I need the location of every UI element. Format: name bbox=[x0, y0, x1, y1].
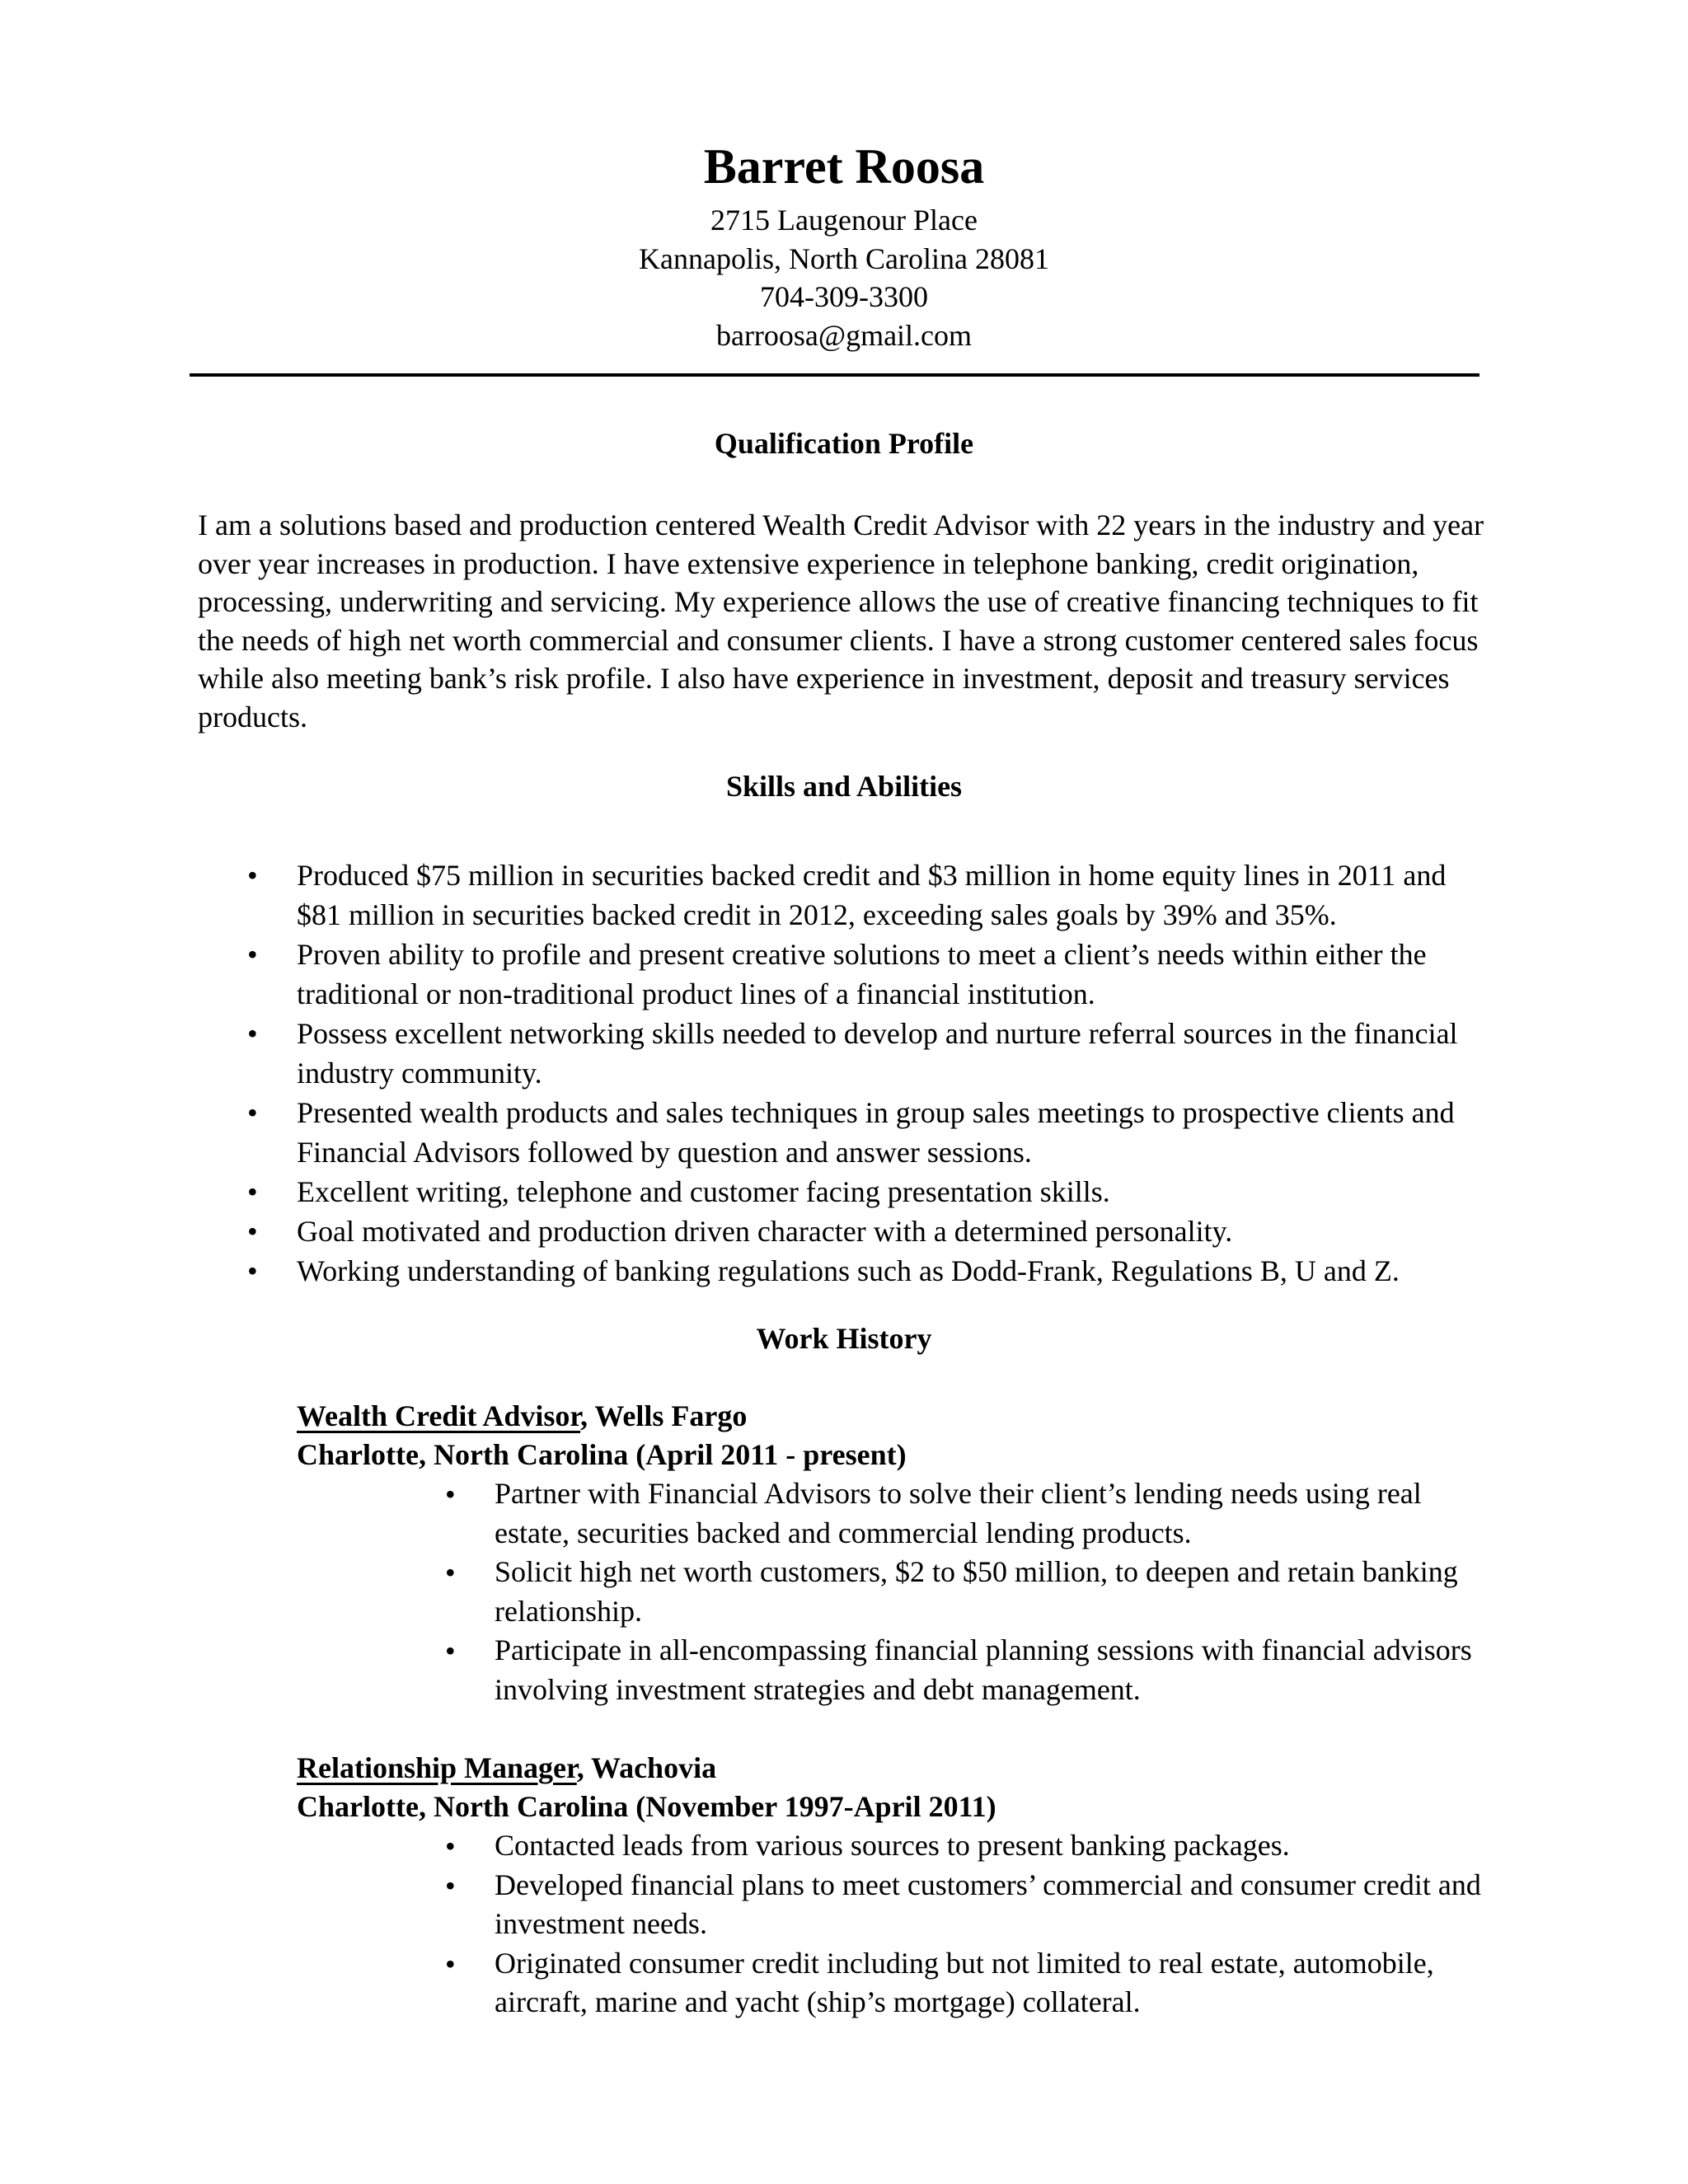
duties-list bbox=[297, 1826, 1492, 2022]
bullet-icon: • bbox=[247, 938, 258, 971]
duty-text: Participate in all-encompassing financial planning sessions with financial advisors involving investment strategies and debt management. bbox=[495, 1633, 1472, 1706]
skill-text: Goal motivated and production driven character with a determined personality. bbox=[297, 1215, 1233, 1248]
resume-header bbox=[0, 132, 1688, 354]
duty-item bbox=[297, 1553, 1484, 1631]
job-employer: , Wells Fargo bbox=[580, 1399, 748, 1432]
applicant-name: Barret Roosa bbox=[703, 139, 985, 194]
duty-text: Developed financial plans to meet customers’ commercial and consumer credit and investment needs. bbox=[495, 1868, 1481, 1940]
bullet-icon: • bbox=[445, 1947, 456, 1980]
skill-text: Excellent writing, telephone and customer facing presentation skills. bbox=[297, 1175, 1110, 1208]
skill-text: Proven ability to profile and present creative solutions to meet a client’s needs within either the traditional or non-traditional product lines of a financial institution. bbox=[297, 938, 1427, 1010]
bullet-icon: • bbox=[247, 1254, 258, 1287]
skill-item bbox=[0, 1251, 1496, 1291]
skill-item bbox=[0, 1093, 1496, 1172]
profile-paragraph: I am a solutions based and production centered Wealth Credit Advisor with 22 years in the industry and year over year increases in production. I have extensive experience in telephone banking, credit origination, processing, underwriting and servicing. My experience allows the use of creative financing techniques to fit the needs of high net worth commercial and consumer clients. I have a strong customer centered sales focus while also meeting bank’s risk profile. I also have experience in investment, deposit and treasury services products. bbox=[198, 509, 1484, 733]
skill-item bbox=[0, 855, 1496, 935]
job-title: Wealth Credit Advisor bbox=[297, 1399, 581, 1432]
duty-item bbox=[297, 1474, 1484, 1553]
job-entry bbox=[297, 1749, 1492, 2022]
duty-text: Solicit high net worth customers, $2 to $50 million, to deepen and retain banking relationship. bbox=[495, 1555, 1458, 1628]
duty-text: Originated consumer credit including but not limited to real estate, automobile, aircraft, marine and yacht (ship’s mortgage) collateral. bbox=[495, 1946, 1434, 2018]
street-address: 2715 Laugenour Place bbox=[710, 204, 978, 237]
duty-item bbox=[297, 1826, 1484, 1866]
skill-text: Working understanding of banking regulations such as Dodd-Frank, Regulations B, U and Z. bbox=[297, 1254, 1400, 1287]
bullet-icon: • bbox=[445, 1556, 456, 1589]
skill-item bbox=[0, 1212, 1496, 1251]
header-divider bbox=[190, 373, 1479, 377]
job-location: Charlotte, North Carolina (November 1997-April 2011) bbox=[297, 1790, 996, 1823]
duty-item bbox=[297, 1866, 1484, 1944]
job-location: Charlotte, North Carolina (April 2011 - present) bbox=[297, 1438, 907, 1471]
job-entry bbox=[297, 1397, 1492, 1709]
duty-text: Partner with Financial Advisors to solve their client’s lending needs using real estate, securities backed and commercial lending products. bbox=[495, 1477, 1422, 1549]
duty-item bbox=[297, 1631, 1484, 1709]
skill-text: Presented wealth products and sales techniques in group sales meetings to prospective clients and Financial Advisors followed by question and answer sessions. bbox=[297, 1096, 1455, 1169]
skill-item bbox=[0, 1172, 1496, 1212]
skills-list bbox=[0, 855, 1688, 1291]
bullet-icon: • bbox=[445, 1634, 456, 1667]
skills-heading: Skills and Abilities bbox=[725, 770, 963, 803]
phone-number: 704-309-3300 bbox=[760, 280, 928, 313]
bullet-icon: • bbox=[445, 1830, 456, 1863]
work-history-heading: Work History bbox=[756, 1322, 932, 1355]
duty-item bbox=[297, 1944, 1484, 2022]
bullet-icon: • bbox=[247, 1215, 258, 1248]
job-title-line bbox=[297, 1397, 1492, 1436]
bullet-icon: • bbox=[445, 1868, 456, 1902]
bullet-icon: • bbox=[247, 1017, 258, 1050]
email-address: barroosa@gmail.com bbox=[715, 318, 973, 352]
bullet-icon: • bbox=[247, 859, 258, 892]
bullet-icon: • bbox=[247, 1096, 258, 1129]
profile-heading: Qualification Profile bbox=[714, 427, 974, 460]
skill-text: Possess excellent networking skills needed to develop and nurture referral sources in the financial industry community. bbox=[297, 1017, 1458, 1090]
skill-item bbox=[0, 1014, 1496, 1093]
bullet-icon: • bbox=[247, 1175, 258, 1208]
job-title: Relationship Manager bbox=[297, 1751, 577, 1784]
duty-text: Contacted leads from various sources to present banking packages. bbox=[495, 1829, 1290, 1862]
city-state-zip: Kannapolis, North Carolina 28081 bbox=[639, 241, 1049, 275]
skill-item bbox=[0, 935, 1496, 1014]
job-title-line bbox=[297, 1749, 1492, 1788]
job-employer: , Wachovia bbox=[576, 1751, 717, 1784]
duties-list bbox=[297, 1474, 1492, 1709]
bullet-icon: • bbox=[445, 1478, 456, 1511]
skill-text: Produced $75 million in securities backed credit and $3 million in home equity lines in 2011 and $81 million in securities backed credit in 2012, exceeding sales goals by 39% and 35%. bbox=[297, 859, 1447, 931]
